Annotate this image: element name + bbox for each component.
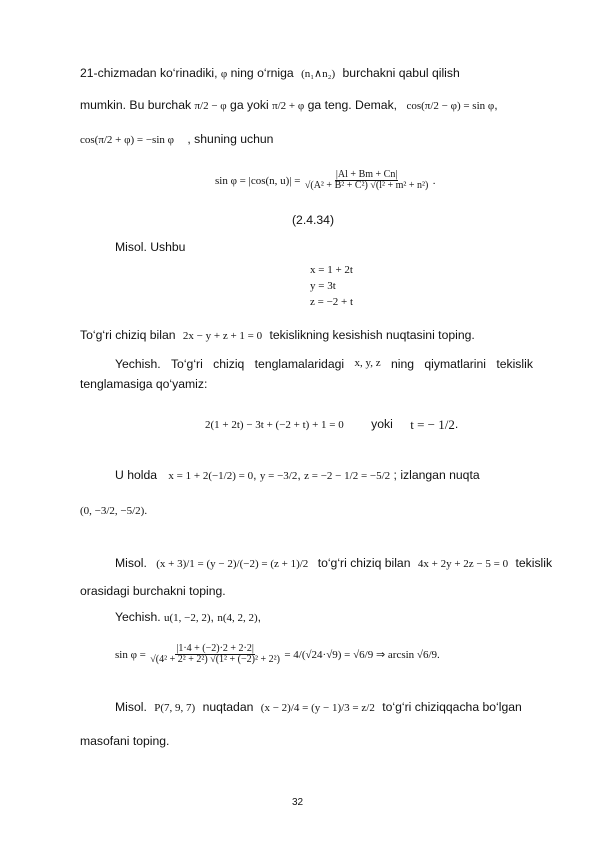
text-line [115, 610, 261, 624]
formula-plane: 4x + 2y + 2z − 5 = 0 [417, 557, 509, 570]
formula-plane: 2x − y + z + 1 = 0 [182, 329, 263, 342]
formula-vector-n: n(4, 2, 2) [217, 611, 258, 624]
formula-t-value: t = − 1/2 [410, 417, 455, 432]
text: Yechish. [115, 610, 161, 624]
text: ga teng. Demak, [307, 98, 398, 112]
text: Yechish. [115, 357, 161, 371]
example-label: Misol. Ushbu [115, 240, 186, 254]
formula-z-value: z = −2 − 1/2 = −5/2 [304, 469, 391, 482]
formula-lhs: sin φ = [115, 648, 146, 661]
text: nuqtadan [202, 700, 254, 714]
text: U holda [115, 468, 158, 482]
denominator: √(A² + B² + C²) √(l² + m² + n²) [304, 180, 429, 191]
text-line [80, 98, 498, 112]
formula-line: (x + 3)/1 = (y − 2)/(−2) = (z + 1)/2 [156, 557, 309, 570]
text: tekislik [496, 357, 533, 371]
formula-fraction [304, 170, 429, 191]
text: 21-chizmadan ko‘rinadiki, [80, 66, 218, 80]
formula-xyz: x, y, z [354, 357, 381, 369]
text: yoki [371, 417, 393, 432]
formula-dot: . [432, 174, 436, 187]
text-line [115, 700, 522, 714]
formula-sin-phi [215, 170, 436, 191]
formula-line: (x − 2)/4 = (y − 1)/3 = z/2 [260, 701, 375, 714]
text: chiziq [213, 357, 245, 371]
text: tenglamalaridagi [254, 357, 345, 371]
formula-vector-u: u(1, −2, 2) [164, 611, 211, 624]
text: qiymatlarini [424, 357, 486, 371]
text: ning [390, 357, 415, 371]
formula-cos-identity-1: cos(π/2 − φ) = sin φ [406, 99, 495, 112]
system-row: y = 3t [310, 280, 336, 292]
text: ; izlangan nuqta [393, 468, 480, 482]
text-line [80, 132, 273, 146]
formula-point [80, 503, 147, 517]
text: To‘g‘ri chiziq bilan [80, 328, 176, 342]
text: burchakni qabul qilish [342, 66, 460, 80]
text: , shuning uchun [187, 132, 274, 146]
formula-substitution [205, 417, 458, 433]
system-row: z = −2 + t [310, 296, 354, 308]
text: , [210, 610, 214, 624]
numerator: |1·4 + (−2)·2 + 2·2| [176, 643, 254, 654]
text: ning o‘rniga [230, 66, 294, 80]
text-line [115, 556, 552, 570]
formula-x-value: x = 1 + 2(−1/2) = 0 [168, 469, 254, 482]
text-line [80, 328, 475, 342]
text-line: tenglamasiga qo‘yamiz: [80, 377, 208, 391]
formula-pi-half-minus-phi: π/2 − φ [194, 99, 227, 112]
text: To‘g‘ri [170, 357, 203, 371]
formula-eq: 2(1 + 2t) − 3t + (−2 + t) + 1 = 0 [205, 419, 344, 431]
text: tekislikning kesishish nuqtasini toping. [269, 328, 475, 342]
text: , [257, 610, 262, 624]
numerator: |Al + Bm + Cn| [335, 169, 398, 180]
formula-phi: φ [220, 67, 228, 80]
system-row: x = 1 + 2t [310, 264, 353, 276]
text: ga yoki [230, 98, 269, 112]
text: mumkin. Bu burchak [80, 98, 192, 112]
page-number: 32 [291, 797, 304, 808]
formula-lhs: sin φ = |cos(n, u)| = [215, 174, 301, 187]
text: Misol. [115, 700, 147, 714]
text-line: orasidagi burchakni toping. [80, 584, 226, 598]
text: tekislik [515, 556, 553, 570]
parametric-system [310, 262, 353, 310]
formula-cos-identity-2: cos(π/2 + φ) = −sin φ [80, 133, 174, 146]
justified-line [115, 357, 533, 371]
text: to‘g‘ri chiziq bilan [317, 556, 411, 570]
equation-number: (2.4.34) [292, 213, 335, 227]
formula-rest: = 4/(√24·√9) = √6/9 ⇒ arcsin √6/9. [284, 649, 440, 661]
text: . [454, 417, 459, 432]
formula-point-value: (0, −3/2, −5/2). [80, 504, 148, 517]
text: Misol. [115, 556, 147, 570]
denominator: √(4² + 2² + 2²) √(1² + (−2)² + 2²) [150, 654, 280, 665]
text-line: masofani toping. [80, 734, 170, 748]
text-line: U holda x = 1 + 2(−1/2) = 0, y = −3/2, z = −2 − 1/2 = −5/2 ; izlangan nuqta [115, 468, 480, 482]
formula-point: P(7, 9, 7) [154, 701, 196, 714]
text: , [494, 98, 498, 112]
text-line [80, 66, 460, 80]
formula-n1-n2: (n₁∧n₂) [301, 68, 336, 81]
formula-y-value: y = −3/2 [259, 469, 298, 482]
formula-fraction [149, 644, 281, 665]
formula-sin-phi-calc [115, 644, 440, 665]
text: to‘g‘ri chiziqqacha bo‘lgan [382, 700, 522, 714]
formula-pi-half-plus-phi: π/2 + φ [272, 99, 305, 112]
